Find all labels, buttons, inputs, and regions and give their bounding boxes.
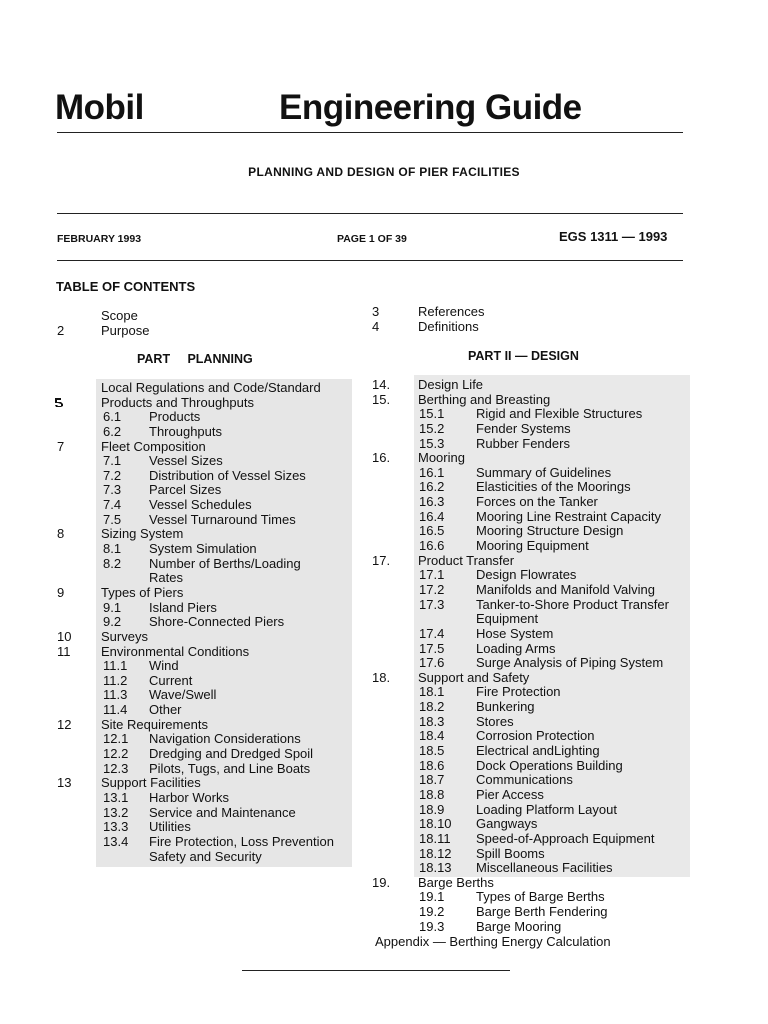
part-two-heading: PART II — DESIGN	[468, 349, 579, 363]
section-title: Fleet Composition	[101, 438, 206, 454]
section-title: Sizing System	[101, 526, 184, 542]
subsection-title: Navigation Considerations	[149, 731, 301, 747]
subsection-number: 11.1	[103, 658, 128, 674]
subsection-title: Number of Berths/Loading	[149, 555, 301, 571]
section-title: Surveys	[101, 628, 148, 644]
subsection-number: 18.3	[419, 713, 445, 729]
subsection-number: 18.11	[419, 830, 451, 846]
brand-logo: Mobil	[55, 88, 144, 127]
subsection-title: Throughputs	[149, 423, 222, 439]
subsection-title: Vessel Turnaround Times	[149, 511, 296, 527]
subsection-title: Loading Platform Layout	[476, 801, 617, 817]
subsection-title: Forces on the Tanker	[476, 494, 598, 510]
subsection-title: Barge Mooring	[476, 918, 562, 934]
subsection-number: 17.2	[419, 581, 445, 597]
subsection-title: Harbor Works	[149, 789, 229, 805]
subsection-number: 15.1	[419, 406, 445, 422]
entry-number: 4	[372, 318, 380, 334]
header-rule	[57, 132, 683, 133]
subsection-title: Utilities	[149, 819, 191, 835]
subsection-number: 17.3	[419, 596, 445, 612]
section-title: Products and Throughputs	[101, 394, 254, 410]
entry-title: Purpose	[101, 322, 150, 338]
section-number: 12	[57, 716, 72, 732]
document-subtitle: PLANNING AND DESIGN OF PIER FACILITIES	[248, 165, 520, 179]
subsection-title: Fender Systems	[476, 420, 571, 436]
subsection-number: 18.7	[419, 772, 445, 788]
subsection-title: Pilots, Tugs, and Line Boats	[149, 760, 311, 776]
subsection-number: 18.2	[419, 699, 445, 715]
subsection-title: Electrical andLighting	[476, 743, 600, 759]
subsection-title: System Simulation	[149, 541, 257, 557]
subsection-title: Types of Barge Berths	[476, 889, 605, 905]
subsection-title: Dredging and Dredged Spoil	[149, 746, 314, 762]
subsection-number: 16.3	[419, 494, 445, 510]
subsection-title: Elasticities of the Moorings	[476, 479, 631, 495]
section-number: 9	[57, 584, 65, 600]
subsection-title: Bunkering	[476, 699, 535, 715]
section-title: Local Regulations and Code/Standard	[101, 380, 321, 395]
subsection-title: Distribution of Vessel Sizes	[149, 467, 306, 483]
subsection-title: Service and Maintenance	[149, 804, 296, 820]
subsection-title: Current	[149, 672, 193, 688]
subsection-number: 12.2	[103, 746, 129, 762]
section-title: Mooring	[418, 450, 465, 466]
subsection-title: Vessel Sizes	[149, 453, 223, 469]
subsection-title: Rigid and Flexible Structures	[476, 406, 643, 422]
subsection-number: 8.1	[103, 541, 122, 557]
section-title: Environmental Conditions	[101, 643, 250, 659]
subsection-title: Wave/Swell	[149, 687, 217, 703]
subsection-number: 17.6	[419, 655, 445, 671]
subsection-title: Stores	[476, 713, 514, 729]
subsection-number: 16.5	[419, 523, 445, 539]
subsection-title: Pier Access	[476, 786, 544, 802]
subsection-title: Gangways	[476, 816, 538, 832]
section-title: Product Transfer	[418, 552, 515, 568]
subsection-number: 13.3	[103, 819, 129, 835]
subsection-title: Communications	[476, 772, 573, 788]
section-number: 14.	[372, 377, 391, 392]
section-title: Barge Berths	[418, 874, 494, 890]
subsection-title: Parcel Sizes	[149, 482, 222, 498]
footer-rule	[242, 970, 510, 971]
section-number: 7	[57, 438, 65, 454]
section-title: Support Facilities	[101, 775, 201, 791]
subsection-number: 13.2	[103, 804, 129, 820]
section-title: Berthing and Breasting	[418, 391, 551, 407]
subsection-number: 16.4	[419, 508, 445, 524]
subsection-title: Rates	[149, 570, 183, 586]
subsection-number: 17.1	[419, 567, 445, 583]
subsection-title: Surge Analysis of Piping System	[476, 655, 664, 671]
section-title: Types of Piers	[101, 584, 184, 600]
subsection-number: 18.8	[419, 786, 445, 802]
subsection-title: Tanker-to-Shore Product Transfer	[476, 596, 669, 612]
subsection-title: Dock Operations Building	[476, 757, 623, 773]
subsection-number: 12.3	[103, 760, 129, 776]
subsection-title: Other	[149, 702, 182, 718]
subsection-title: Spill Booms	[476, 845, 545, 861]
subsection-title: Design Flowrates	[476, 567, 577, 583]
appendix-entry[interactable]: Appendix — Berthing Energy Calculation	[375, 934, 611, 949]
subsection-number: 18.4	[419, 728, 445, 744]
subsection-number: 17.5	[419, 640, 445, 656]
subsection-number: 16.2	[419, 479, 445, 495]
subsection-number: 7.1	[103, 453, 122, 469]
section-number: 16.	[372, 450, 391, 466]
section-title: Support and Safety	[418, 669, 530, 685]
subsection-number: 11.4	[103, 702, 128, 718]
subsection-number: 8.2	[103, 555, 122, 571]
subsection-title: Fire Protection, Loss Prevention	[149, 833, 334, 849]
subsection-number: 6.1	[103, 409, 122, 425]
subsection-title: Loading Arms	[476, 640, 556, 656]
entry-title: Scope	[101, 308, 138, 323]
subsection-number: 17.4	[419, 625, 445, 641]
subsection-title: Island Piers	[149, 599, 217, 615]
subsection-title: Wind	[149, 658, 179, 674]
subsection-title: Mooring Structure Design	[476, 523, 624, 539]
subsection-title: Fire Protection	[476, 684, 561, 700]
subsection-number: 7.3	[103, 482, 122, 498]
subsection-title: Shore-Connected Piers	[149, 614, 285, 630]
subsection-number: 9.1	[103, 599, 122, 615]
section-number: 17.	[372, 552, 391, 568]
subsection-number: 18.9	[419, 801, 445, 817]
section-number: 19.	[372, 874, 391, 890]
subsection-number: 6.2	[103, 423, 122, 439]
subsection-title: Safety and Security	[149, 848, 262, 864]
section-number: 11	[57, 643, 71, 659]
subsection-title: Hose System	[476, 625, 554, 641]
subsection-number: 12.1	[103, 731, 129, 747]
document-title: Engineering Guide	[279, 88, 582, 127]
subsection-title: Equipment	[476, 611, 539, 627]
subsection-title: Barge Berth Fendering	[476, 904, 608, 920]
meta-rule-top	[57, 213, 683, 214]
toc-heading: TABLE OF CONTENTS	[56, 279, 196, 294]
subsection-number: 13.4	[103, 833, 129, 849]
subsection-title: Rubber Fenders	[476, 435, 570, 451]
subsection-title: Vessel Schedules	[149, 497, 252, 513]
subsection-title: Mooring Line Restraint Capacity	[476, 508, 661, 524]
subsection-number: 9.2	[103, 614, 122, 630]
entry-number: 3	[372, 304, 380, 319]
subsection-number: 18.5	[419, 743, 445, 759]
section-number: 13	[57, 775, 72, 791]
subsection-number: 16.1	[419, 464, 445, 480]
issue-date: FEBRUARY 1993	[57, 233, 142, 245]
subsection-number: 19.2	[419, 904, 445, 920]
section-title: Design Life	[418, 377, 484, 392]
section-number: 10	[57, 628, 72, 644]
subsection-title: Speed-of-Approach Equipment	[476, 830, 655, 846]
subsection-number: 15.2	[419, 420, 445, 436]
subsection-number: 18.10	[419, 816, 452, 832]
section-number: 8	[57, 526, 65, 542]
bullet-mark-icon	[54, 397, 64, 408]
subsection-title: Corrosion Protection	[476, 728, 595, 744]
entry-title: References	[418, 304, 485, 319]
subsection-number: 13.1	[103, 789, 129, 805]
subsection-number: 11.2	[103, 672, 128, 688]
subsection-number: 18.6	[419, 757, 445, 773]
subsection-title: Miscellaneous Facilities	[476, 860, 613, 876]
entry-number: 2	[57, 322, 65, 338]
page-indicator: PAGE 1 OF 39	[337, 233, 407, 245]
subsection-number: 16.6	[419, 538, 445, 554]
subsection-number: 7.2	[103, 467, 122, 483]
subsection-number: 7.4	[103, 497, 122, 513]
section-title: Site Requirements	[101, 716, 208, 732]
section-number: 15.	[372, 391, 391, 407]
subsection-number: 18.1	[419, 684, 445, 700]
section-number: 18.	[372, 669, 391, 685]
subsection-title: Manifolds and Manifold Valving	[476, 581, 655, 597]
subsection-title: Mooring Equipment	[476, 538, 589, 554]
subsection-number: 18.13	[419, 860, 452, 876]
entry-title: Definitions	[418, 318, 479, 334]
subsection-number: 18.12	[419, 845, 452, 861]
subsection-title: Summary of Guidelines	[476, 464, 612, 480]
subsection-number: 15.3	[419, 435, 445, 451]
subsection-number: 7.5	[103, 511, 122, 527]
meta-rule-bottom	[57, 260, 683, 261]
subsection-title: Products	[149, 409, 201, 425]
subsection-number: 11.3	[103, 687, 128, 703]
part-one-heading: PART PLANNING	[137, 352, 253, 366]
subsection-number: 19.1	[419, 889, 445, 905]
subsection-number: 19.3	[419, 918, 445, 934]
document-id: EGS 1311 — 1993	[559, 229, 668, 244]
